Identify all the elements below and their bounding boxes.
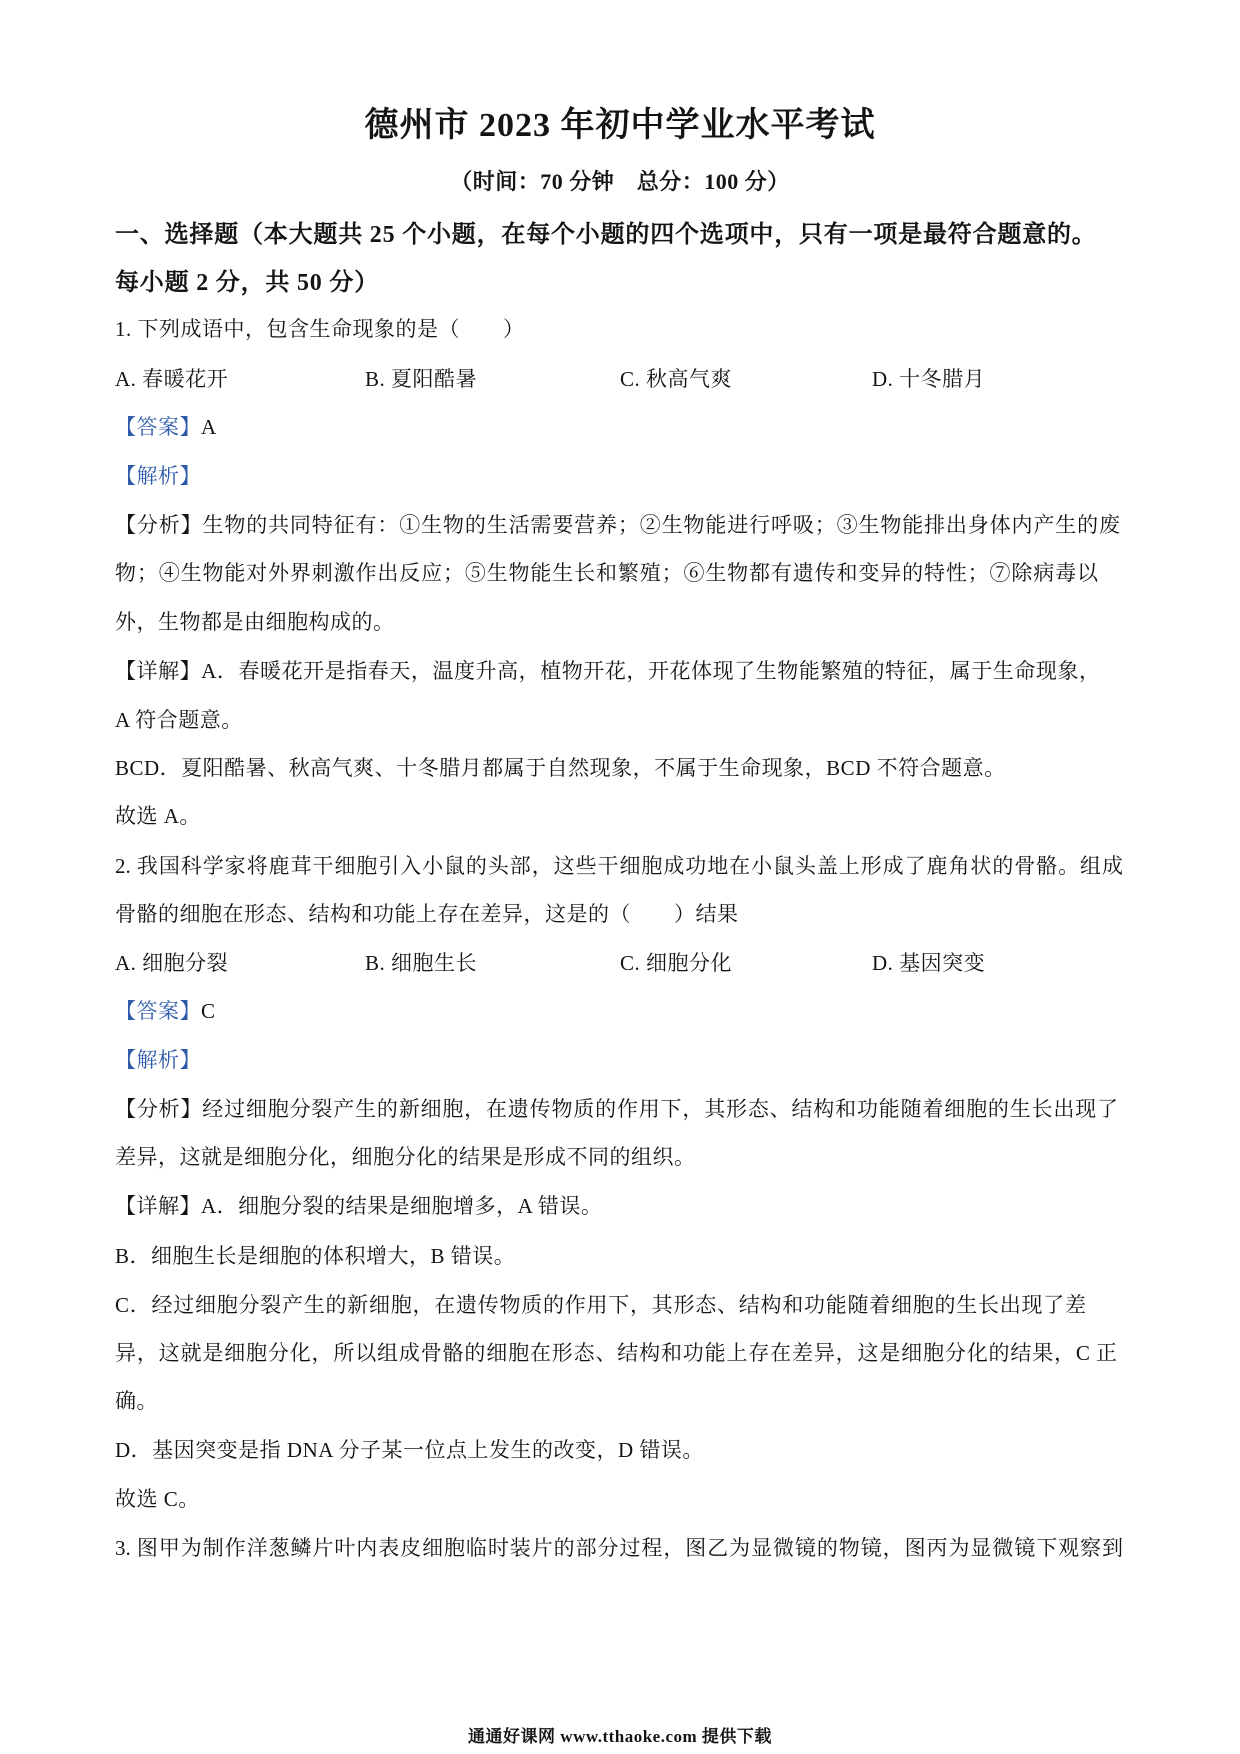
question-1-options [115,364,1123,394]
page-footer: 通通好课网 www.tthaoke.com 提供下载 [468,1727,772,1746]
question-1-option-c: C. 秋高气爽 [620,367,733,391]
question-2-option-c: C. 细胞分化 [620,951,733,975]
question-1-detail-line: A 符合题意。 [115,708,243,732]
question-2-option-a: A. 细胞分裂 [115,951,229,975]
question-1-answer [115,412,1123,442]
question-1-conclusion: 故选 A。 [115,804,201,828]
question-2-analysis-line: 【分析】经过细胞分裂产生的新细胞，在遗传物质的作用下，其形态、结构和功能随着细胞的生长出现了 [115,1097,1118,1121]
question-2-conclusion: 故选 C。 [115,1487,200,1511]
question-1-detail-line: 【详解】A．春暖花开是指春天，温度升高，植物开花，开花体现了生物能繁殖的特征，属于生命现象， [115,659,1100,683]
question-2-explain-label: 【解析】 [115,1048,201,1072]
question-2-stem: 骨骼的细胞在形态、结构和功能上存在差异，这是的（ ）结果 [115,902,739,926]
question-2-option-b: B. 细胞生长 [365,951,478,975]
question-2-answer [115,996,1123,1026]
exam-time-score: （时间：70 分钟 总分：100 分） [450,169,790,194]
question-1-analysis-line: 【分析】生物的共同特征有：①生物的生活需要营养；②生物能进行呼吸；③生物能排出身体内产生的废 [115,513,1120,537]
question-3-stem: 3. 图甲为制作洋葱鳞片叶内表皮细胞临时装片的部分过程，图乙为显微镜的物镜，图丙为显微镜下观察到 [115,1536,1123,1560]
answer-value: C [201,999,216,1023]
question-1-option-a: A. 春暖花开 [115,367,229,391]
question-1-explain-label: 【解析】 [115,464,201,488]
question-2-options [115,948,1123,978]
question-2-analysis-line: 差异，这就是细胞分化，细胞分化的结果是形成不同的组织。 [115,1145,696,1169]
question-2-detail-line: D．基因突变是指 DNA 分子某一位点上发生的改变，D 错误。 [115,1438,704,1462]
question-1-analysis-line: 物；④生物能对外界刺激作出反应；⑤生物能生长和繁殖；⑥生物都有遗传和变异的特性；⑦除病毒以 [115,561,1098,585]
question-2-option-d: D. 基因突变 [872,951,986,975]
answer-label: 【答案】 [115,415,201,439]
question-1-stem: 1. 下列成语中，包含生命现象的是（ ） [115,317,525,341]
question-2-detail-line: B．细胞生长是细胞的体积增大，B 错误。 [115,1244,516,1268]
question-2-detail-line: 异，这就是细胞分化，所以组成骨骼的细胞在形态、结构和功能上存在差异，这是细胞分化的结果，C 正 [115,1341,1117,1365]
page-title: 德州市 2023 年初中学业水平考试 [364,107,876,144]
question-1-option-d: D. 十冬腊月 [872,367,986,391]
question-1-option-b: B. 夏阳酷暑 [365,367,478,391]
question-2-stem: 2. 我国科学家将鹿茸干细胞引入小鼠的头部，这些干细胞成功地在小鼠头盖上形成了鹿角状的骨骼。组成 [115,854,1123,878]
section-heading-line-2: 每小题 2 分，共 50 分） [115,270,379,296]
question-2-detail-line: 【详解】A．细胞分裂的结果是细胞增多，A 错误。 [115,1194,603,1218]
section-heading-line-1: 一、选择题（本大题共 25 个小题，在每个小题的四个选项中，只有一项是最符合题意的。 [115,222,1097,248]
answer-label: 【答案】 [115,999,201,1023]
question-2-detail-line: 确。 [115,1389,158,1413]
question-2-detail-line: C．经过细胞分裂产生的新细胞，在遗传物质的作用下，其形态、结构和功能随着细胞的生长出现了差 [115,1293,1086,1317]
answer-value: A [201,415,217,439]
question-1-analysis-line: 外，生物都是由细胞构成的。 [115,610,395,634]
question-1-detail-line: BCD．夏阳酷暑、秋高气爽、十冬腊月都属于自然现象，不属于生命现象，BCD 不符合题意。 [115,756,1006,780]
